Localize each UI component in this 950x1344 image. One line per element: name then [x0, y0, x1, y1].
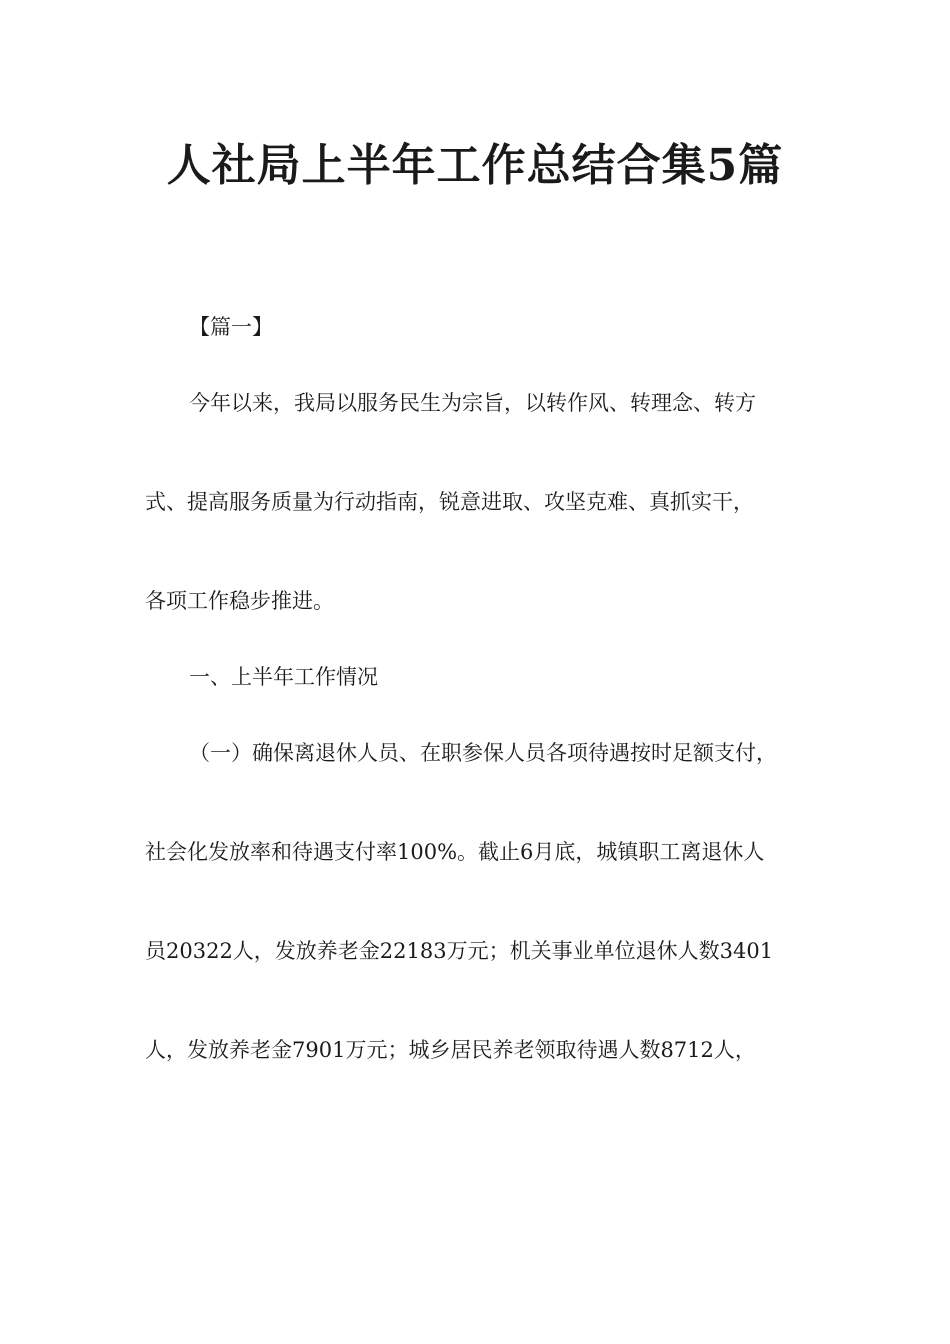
- paragraph-line: （一）确保离退休人员、在职参保人员各项待遇按时足额支付，: [189, 741, 777, 765]
- paragraph-line: 社会化发放率和待遇支付率100%。截止6月底，城镇职工离退休人: [145, 840, 765, 864]
- paragraph-line: 人，发放养老金7901万元；城乡居民养老领取待遇人数8712人，: [145, 1038, 756, 1062]
- paragraph-line: 员20322人，发放养老金22183万元；机关事业单位退休人数3401: [145, 939, 774, 963]
- paragraph-line: 式、提高服务质量为行动指南，锐意进取、攻坚克难、真抓实干，: [145, 490, 754, 514]
- paragraph-line: 各项工作稳步推进。: [145, 589, 334, 613]
- section-heading: 一、上半年工作情况: [189, 665, 378, 689]
- section-heading-part-one: 【篇一】: [189, 315, 273, 339]
- paragraph-line: 今年以来，我局以服务民生为宗旨，以转作风、转理念、转方: [189, 391, 756, 415]
- document-title: 人社局上半年工作总结合集5篇: [166, 140, 784, 191]
